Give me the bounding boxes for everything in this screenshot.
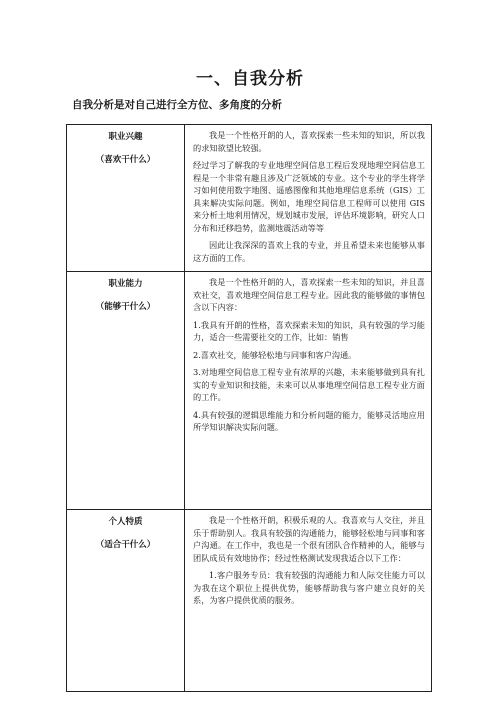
paragraph: 1.客户服务专员：我有较强的沟通能力和人际交往能力可以为我在这个职位上提供优势，能够帮助我与客户建立良好的关系，为客户提供优质的服务。 [193, 570, 425, 605]
row-label: 职业能力 [108, 279, 143, 289]
row-label-cell [67, 510, 185, 692]
paragraph: 我是一个性格开朗的人，喜欢探索一些未知的知识，并且喜欢社交，喜欢地理空间信息工程专业。因此我的能够做的事情包含以下内容： [193, 277, 425, 312]
paragraph: 因此让我深深的喜欢上我的专业，并且希望未来也能够从事这方面的工作。 [193, 240, 425, 263]
row-content-cell [185, 125, 432, 272]
paragraph: 1.我具有开朗的性格，喜欢探索未知的知识，具有较强的学习能力，适合一些需要社交的工作，比如：销售 [193, 319, 425, 342]
table-row-ability [67, 272, 432, 510]
paragraph: 2.喜欢社交，能够轻松地与同事和客户沟通。 [193, 349, 357, 360]
row-sublabel: （能够干什么） [95, 302, 156, 312]
paragraph: 我是一个性格开朗，积极乐观的人。我喜欢与人交往，并且乐于帮助别人。我具有较强的沟通能力，能够轻松地与同事和客户沟通。在工作中，我也是一个很有团队合作精神的人，能够与团队成员有效地协作；经过性格测试发现我适合以下工作： [193, 515, 425, 563]
paragraph: 4.具有较强的逻辑思维能力和分析问题的能力，能够灵活地应用所学知识解决实际问题。 [193, 409, 425, 432]
row-label: 个人特质 [108, 517, 143, 527]
row-label: 职业兴趣 [108, 132, 143, 142]
paragraph: 经过学习了解我的专业地理空间信息工程后发现地理空间信息工程是一个非常有趣且涉及广泛领域的专业。这个专业的学生将学习如何使用数字地图、遥感图像和其他地理信息系统（GIS）工具来解决实际问题。例如，地理空间信息工程师可以使用 GIS 来分析土地利用情况，规划城市发展，评估环境影响，研究人口分布和迁移趋势，监测地震活动等等 [193, 160, 425, 233]
row-sublabel: （喜欢干什么） [95, 155, 156, 165]
self-analysis-table [66, 124, 432, 692]
table-row-interest [67, 125, 432, 272]
row-label-cell [67, 272, 185, 510]
row-content-cell [185, 272, 432, 510]
table-row-traits [67, 510, 432, 692]
row-sublabel: （适合干什么） [95, 540, 156, 550]
row-label-cell [67, 125, 185, 272]
paragraph: 我是一个性格开朗的人，喜欢探索一些未知的知识，所以我的求知欲望比较强。 [193, 130, 425, 153]
intro-text: 自我分析是对自己进行全方位、多角度的分析 [72, 99, 282, 111]
page-title: 一、自我分析 [196, 69, 304, 89]
row-content-cell [185, 510, 432, 692]
paragraph: 3.对地理空间信息工程专业有浓厚的兴趣，未来能够做到具有扎实的专业知识和技能，未来可以从事地理空间信息工程专业方面的工作。 [193, 367, 425, 402]
